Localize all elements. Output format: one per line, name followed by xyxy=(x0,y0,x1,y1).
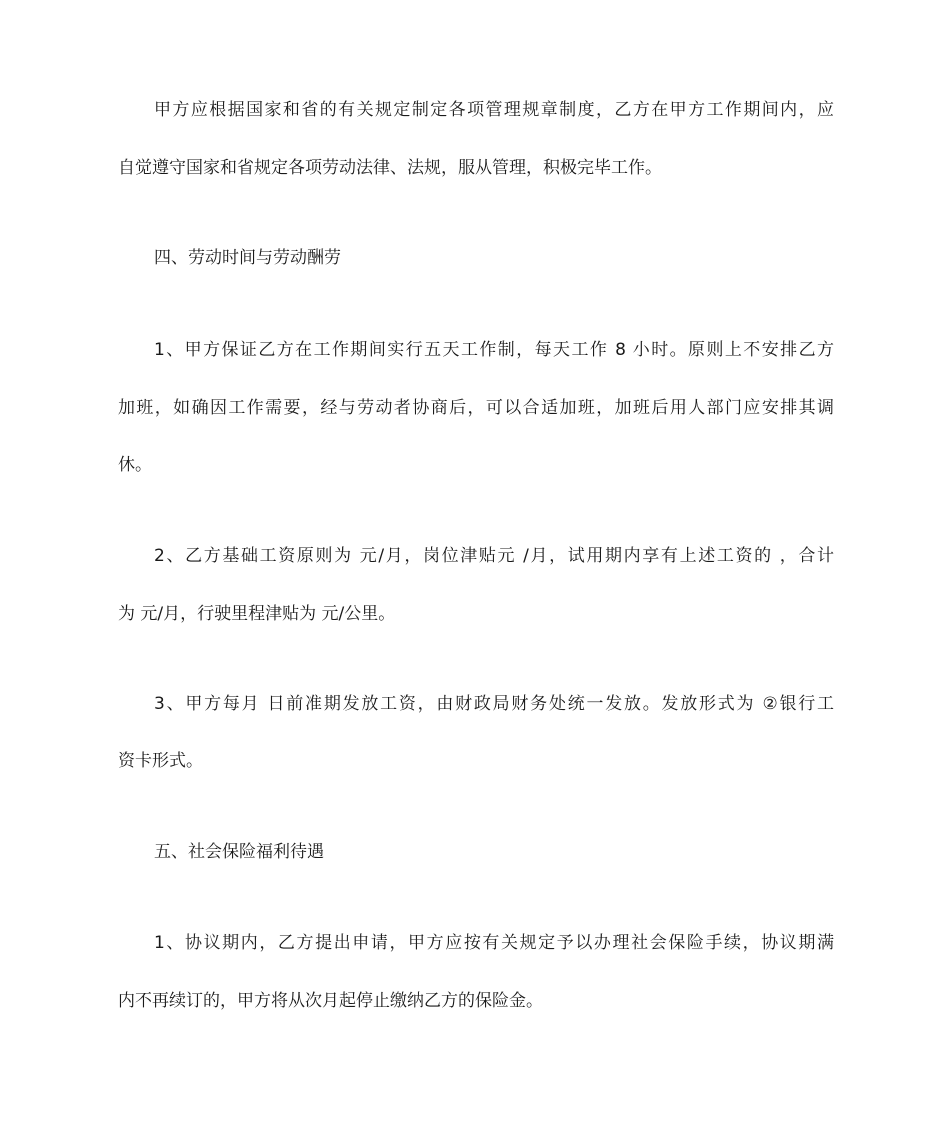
paragraph-1-line-2: 自觉遵守国家和省规定各项劳动法律、法规，服从管理，积极完毕工作。 xyxy=(118,158,662,178)
paragraph-5-1-line-2: 内不再续订的，甲方将从次月起停止缴纳乙方的保险金。 xyxy=(118,991,543,1011)
paragraph-4-1-line-3: 休。 xyxy=(118,455,152,475)
paragraph-4-2-line-2: 为 元/月，行驶里程津贴为 元/公里。 xyxy=(118,604,396,624)
paragraph-4-3-line-2: 资卡形式。 xyxy=(118,751,203,771)
paragraph-4-1-line-2: 加班，如确因工作需要，经与劳动者协商后，可以合适加班，加班后用人部门应安排其调 xyxy=(118,398,834,418)
section-heading-5: 五、社会保险福利待遇 xyxy=(154,842,324,862)
paragraph-4-3-line-1: 3、甲方每月 日前准期发放工资，由财政局财务处统一发放。发放形式为 ②银行工 xyxy=(154,694,834,714)
paragraph-4-2-line-1: 2、乙方基础工资原则为 元/月，岗位津贴元 /月，试用期内享有上述工资的 ，合计 xyxy=(154,546,834,566)
section-heading-4: 四、劳动时间与劳动酬劳 xyxy=(154,248,341,268)
paragraph-4-1-line-1: 1、甲方保证乙方在工作期间实行五天工作制，每天工作 8 小时。原则上不安排乙方 xyxy=(154,340,834,360)
paragraph-1-line-1: 甲方应根据国家和省的有关规定制定各项管理规章制度，乙方在甲方工作期间内，应 xyxy=(154,100,834,120)
paragraph-5-1-line-1: 1、协议期内，乙方提出申请，甲方应按有关规定予以办理社会保险手续，协议期满 xyxy=(154,933,834,953)
